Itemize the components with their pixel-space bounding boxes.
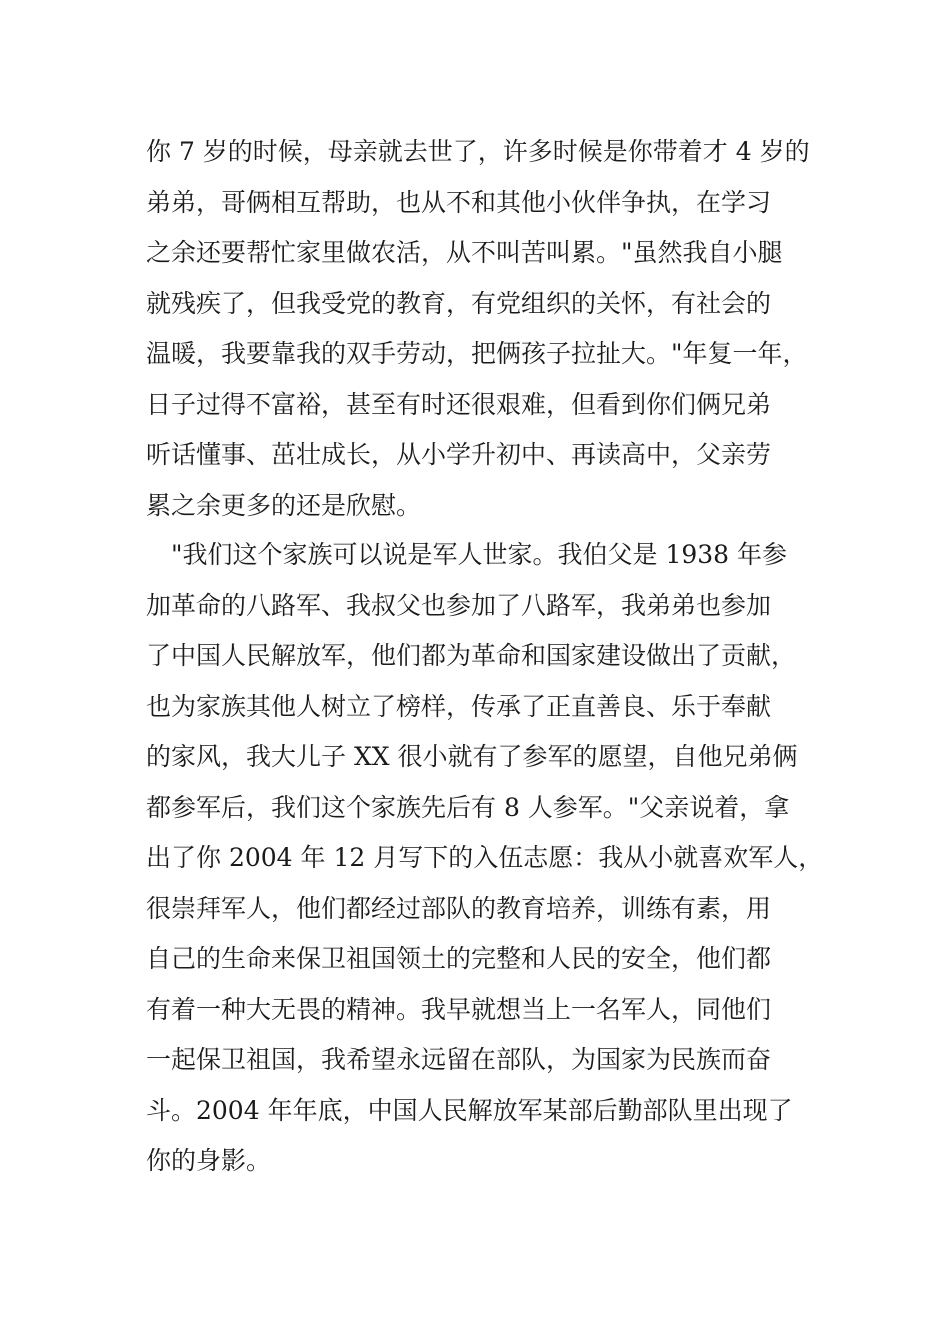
text-line: 你 7 岁的时候，母亲就去世了，许多时候是你带着才 4 岁的 xyxy=(146,137,810,166)
text-line: 加革命的八路军、我叔父也参加了八路军，我弟弟也参加 xyxy=(146,590,772,620)
paragraph-2 xyxy=(146,536,826,1193)
text-line: 斗。2004 年年底，中国人民解放军某部后勤部队里出现了 xyxy=(146,1095,793,1125)
text-line: 出了你 2004 年 12 月写下的入伍志愿：我从小就喜欢军人， xyxy=(146,843,824,872)
text-line: 自己的生命来保卫祖国领土的完整和人民的安全，他们都 xyxy=(146,944,772,973)
text-line: 累之余更多的还是欣慰。 xyxy=(146,490,422,520)
text-line: 就残疾了，但我受党的教育，有党组织的关怀，有社会的 xyxy=(146,288,772,318)
text-line: 都参军后，我们这个家族先后有 8 人参军。"父亲说着，拿 xyxy=(146,792,790,822)
text-line: 日子过得不富裕，甚至有时还很艰难，但看到你们俩兄弟 xyxy=(146,389,772,419)
text-line: 的家风，我大儿子 XX 很小就有了参军的愿望，自他兄弟俩 xyxy=(146,742,798,771)
text-line: 很崇拜军人，他们都经过部队的教育培养，训练有素，用 xyxy=(146,893,772,923)
text-line: "我们这个家族可以说是军人世家。我伯父是 1938 年参 xyxy=(146,540,788,569)
paragraph-1 xyxy=(146,133,826,537)
text-line: 一起保卫祖国，我希望永远留在部队，为国家为民族而奋 xyxy=(146,1045,772,1074)
text-line: 之余还要帮忙家里做农活，从不叫苦叫累。"虽然我自小腿 xyxy=(146,238,783,267)
text-line: 听话懂事、茁壮成长，从小学升初中、再读高中，父亲劳 xyxy=(146,440,772,469)
text-line: 也为家族其他人树立了榜样，传承了正直善良、乐于奉献 xyxy=(146,691,772,721)
text-line: 你的身影。 xyxy=(146,1146,272,1175)
text-line: 了中国人民解放军，他们都为革命和国家建设做出了贡献， xyxy=(146,641,797,670)
text-line: 弟弟，哥俩相互帮助，也从不和其他小伙伴争执，在学习 xyxy=(146,187,772,217)
text-line: 温暖，我要靠我的双手劳动，把俩孩子拉扯大。"年复一年， xyxy=(146,339,808,368)
text-line: 有着一种大无畏的精神。我早就想当上一名军人，同他们 xyxy=(146,994,772,1024)
